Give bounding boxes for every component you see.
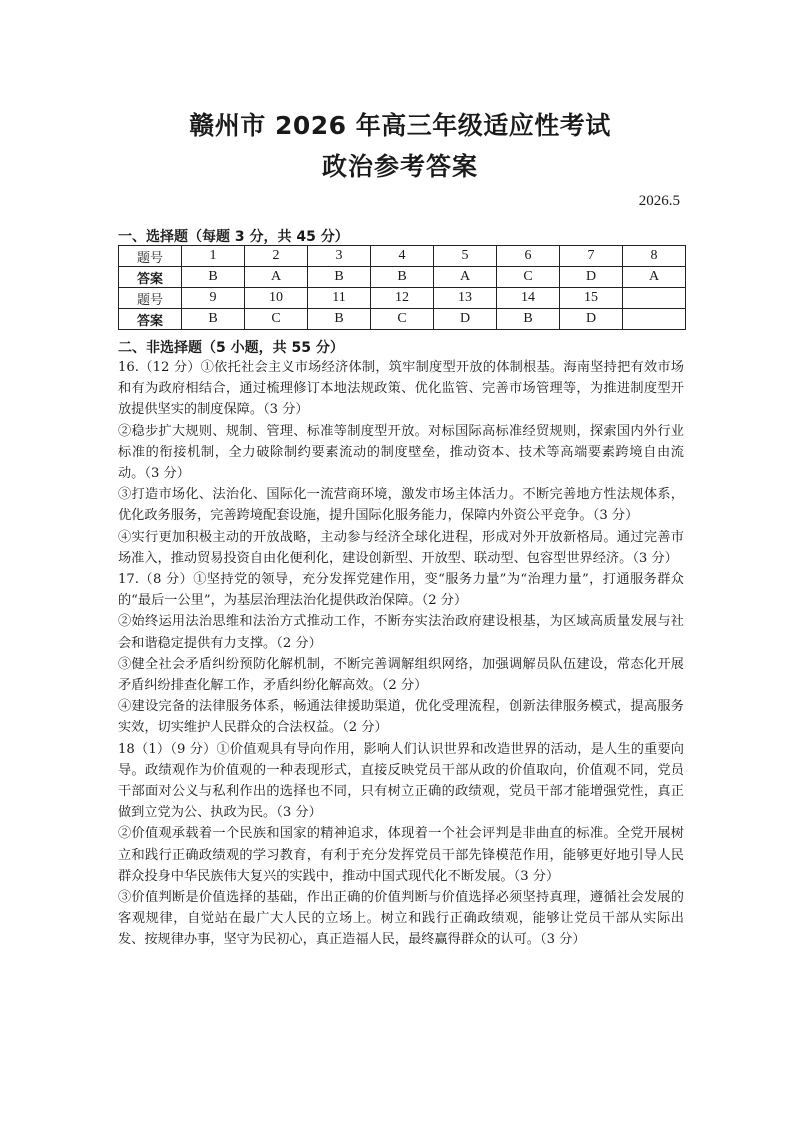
- row-label-answer: 答案: [119, 267, 182, 288]
- answer-paragraph: ④建设完备的法律服务体系，畅通法律援助渠道，优化受理流程，创新法律服务模式，提高服务实效，切实维护人民群众的合法权益。（2 分）: [118, 699, 684, 736]
- question-number: 8: [623, 246, 686, 267]
- answer-paragraph: ④实行更加积极主动的开放战略，主动参与经济全球化进程，形成对外开放新格局。通过完善市场准入，推动贸易投资自由化便利化，建设创新型、开放型、联动型、包容型世界经济。（3 分）: [118, 529, 684, 566]
- answer-paragraph: 16.（12 分）①依托社会主义市场经济体制，筑牢制度型开放的体制根基。海南坚持把有效市场和有为政府相结合，通过梳理修订本地法规政策、优化监管、完善市场管理等，为推进制度型开放提供坚实的制度保障。（3 分）: [118, 360, 684, 418]
- answer-paragraph: ②稳步扩大规则、规制、管理、标准等制度型开放。对标国际高标准经贸规则，探索国内外行业标准的衔接机制，全力破除制约要素流动的制度壁垒，推动资本、技术等高端要素跨境自由流动。（3 分）: [118, 423, 684, 482]
- question-number: 10: [245, 288, 308, 309]
- question-number: 7: [560, 246, 623, 267]
- answer-cell: B: [182, 267, 245, 288]
- question-number: 6: [497, 246, 560, 267]
- answer-cell: B: [371, 267, 434, 288]
- answer-body: [118, 357, 684, 951]
- question-number: 2: [245, 246, 308, 267]
- row-label-answer: 答案: [119, 309, 182, 330]
- answer-cell: C: [497, 267, 560, 288]
- question-number: 9: [182, 288, 245, 309]
- exam-subtitle: 政治参考答案: [321, 152, 478, 181]
- table-row-answers-1: [119, 267, 686, 288]
- answer-cell: B: [182, 309, 245, 330]
- answer-paragraph: 17.（8 分）①坚持党的领导，充分发挥党建作用，变“服务力量”为“治理力量”，打通服务群众的“最后一公里”，为基层治理法治化提供政治保障。（2 分）: [118, 572, 684, 609]
- answer-cell: D: [434, 309, 497, 330]
- table-row-numbers-1: [119, 246, 686, 267]
- answer-cell: B: [497, 309, 560, 330]
- question-number: 3: [308, 246, 371, 267]
- answer-cell: D: [560, 267, 623, 288]
- exam-title: 赣州市 2026 年高三年级适应性考试: [189, 111, 611, 140]
- answer-cell: A: [623, 267, 686, 288]
- answer-paragraph: ③价值判断是价值选择的基础，作出正确的价值判断与价值选择必须坚持真理，遵循社会发展的客观规律，自觉站在最广大人民的立场上。树立和践行正确政绩观，能够让党员干部从实际出发、按规律办事，坚守为民初心，真正造福人民，最终赢得群众的认可。（3 分）: [118, 890, 684, 948]
- answer-cell: A: [434, 267, 497, 288]
- question-number: 14: [497, 288, 560, 309]
- answer-paragraph: ③打造市场化、法治化、国际化一流营商环境，激发市场主体活力。不断完善地方性法规体系，优化政务服务，完善跨境配套设施，提升国际化服务能力，保障内外资公平竞争。（3 分）: [118, 487, 684, 524]
- section-1-heading: 一、选择题（每题 3 分，共 45 分）: [118, 229, 349, 245]
- exam-date: 2026.5: [638, 193, 680, 209]
- question-number: 11: [308, 288, 371, 309]
- row-label-number: 题号: [119, 288, 182, 309]
- answer-cell: D: [560, 309, 623, 330]
- table-row-answers-2: [119, 309, 686, 330]
- question-number: 15: [560, 288, 623, 309]
- row-label-number: 题号: [119, 246, 182, 267]
- answer-paragraph: ②价值观承载着一个民族和国家的精神追求，体现着一个社会评判是非曲直的标准。全党开展树立和践行正确政绩观的学习教育，有利于充分发挥党员干部先锋模范作用，能够更好地引导人民群众投身中华民族伟大复兴的实践中，推动中国式现代化不断发展。（3 分）: [118, 826, 684, 884]
- answer-cell: C: [371, 309, 434, 330]
- question-number: 13: [434, 288, 497, 309]
- question-number: [623, 288, 686, 309]
- answer-cell: C: [245, 309, 308, 330]
- question-number: 4: [371, 246, 434, 267]
- question-number: 5: [434, 246, 497, 267]
- answer-paragraph: ②始终运用法治思维和法治方式推动工作，不断夯实法治政府建设根基，为区域高质量发展与社会和谐稳定提供有力支撑。（2 分）: [118, 614, 684, 651]
- answer-cell: B: [308, 309, 371, 330]
- table-row-numbers-2: [119, 288, 686, 309]
- answer-paragraph: ③健全社会矛盾纠纷预防化解机制，不断完善调解组织网络，加强调解员队伍建设，常态化开展矛盾纠纷排查化解工作，矛盾纠纷化解高效。（2 分）: [118, 656, 684, 694]
- answer-cell: A: [245, 267, 308, 288]
- answer-cell: B: [308, 267, 371, 288]
- answer-table: [118, 245, 686, 330]
- answer-paragraph: 18（1）（9 分）①价值观具有导向作用，影响人们认识世界和改造世界的活动，是人生的重要向导。政绩观作为价值观的一种表现形式，直接反映党员干部从政的价值取向，价值观不同，党员干部面对公义与私利作出的选择也不同，只有树立正确的政绩观，党员干部才能增强党性，真正做到立党为公、执政为民。（3 分）: [118, 741, 684, 821]
- section-2-heading: 二、非选择题（5 小题，共 55 分）: [118, 340, 344, 356]
- question-number: 1: [182, 246, 245, 267]
- answer-cell: [623, 309, 686, 330]
- question-number: 12: [371, 288, 434, 309]
